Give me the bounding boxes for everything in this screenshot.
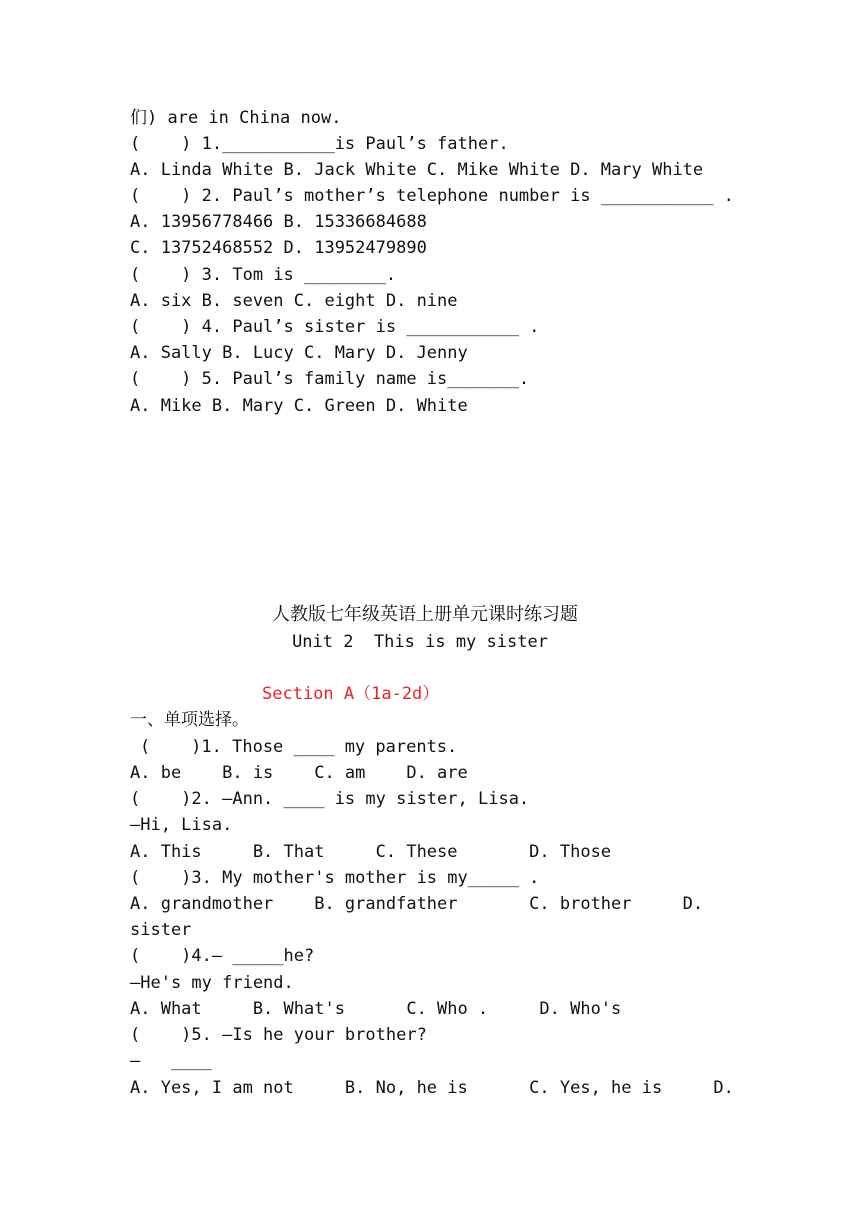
question-line: ( ) 1.___________is Paul’s father. [130,134,509,154]
options-line: A. be B. is C. am D. are [130,763,468,783]
question-line: ( ) 2. Paul’s mother’s telephone number is ___________ . [130,186,734,206]
dialog-line: —He's my friend. [130,973,294,993]
options-line: A. grandmother B. grandfather C. brother D. [130,894,704,914]
question-line: ( )1. Those ____ my parents. [140,737,458,757]
options-line: A. This B. That C. These D. Those [130,842,612,862]
options-line: A. Sally B. Lucy C. Mary D. Jenny [130,343,468,363]
text-line: 们) are in China now. [130,108,342,128]
question-line: ( ) 5. Paul’s family name is_______. [130,369,530,389]
page-title: 人教版七年级英语上册单元课时练习题 [272,604,578,625]
options-line: C. 13752468552 D. 13952479890 [130,238,427,258]
question-line: ( )2. —Ann. ____ is my sister, Lisa. [130,789,530,809]
dialog-line: — ____ [130,1051,212,1071]
options-line: A. What B. What's C. Who . D. Who's [130,999,622,1019]
unit-subtitle: Unit 2 This is my sister [292,632,548,652]
question-line: ( ) 3. Tom is ________. [130,265,397,285]
section-title: Section A（1a-2d） [262,684,440,704]
options-line: sister [130,920,192,940]
options-line: A. 13956778466 B. 15336684688 [130,212,427,232]
question-line: ( )3. My mother's mother is my_____ . [130,868,540,888]
question-line: ( )4.— _____he? [130,946,315,966]
question-line: ( )5. —Is he your brother? [130,1025,427,1045]
dialog-line: —Hi, Lisa. [130,815,233,835]
options-line: A. six B. seven C. eight D. nine [130,291,458,311]
options-line: A. Mike B. Mary C. Green D. White [130,396,468,416]
exercise-heading: 一、单项选择。 [130,710,249,730]
options-line: A. Linda White B. Jack White C. Mike White D. Mary White [130,160,704,180]
question-line: ( ) 4. Paul’s sister is ___________ . [130,317,540,337]
options-line: A. Yes, I am not B. No, he is C. Yes, he is D. [130,1078,734,1098]
